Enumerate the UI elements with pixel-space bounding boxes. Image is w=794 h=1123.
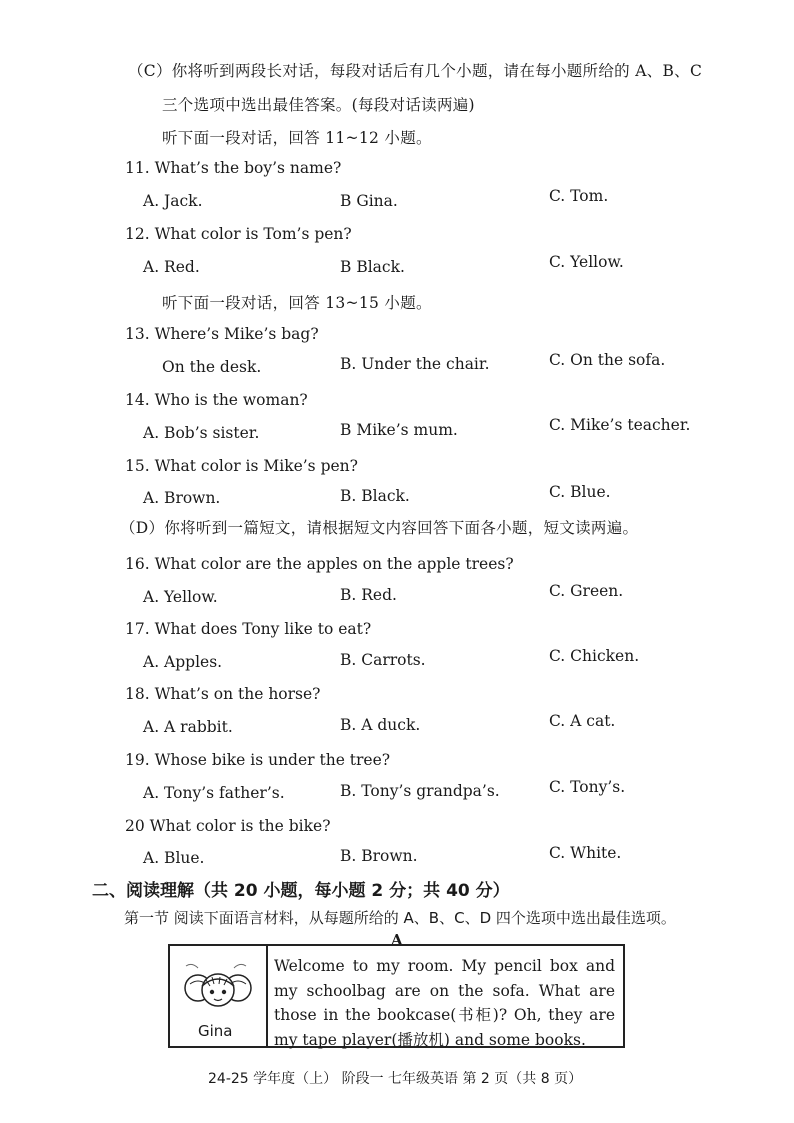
question-20-option-c: C. White.	[549, 844, 622, 862]
question-15-stem: 15. What color is Mike’s pen?	[125, 457, 358, 475]
question-18-stem: 18. What’s on the horse?	[125, 685, 321, 703]
passage-text: Welcome to my room. My pencil box and my schoolbag are on the sofa. What are those in the bookcase(书柜)? Oh, they are my tape player(播放机) and some books.	[274, 957, 615, 1049]
page-footer: 24-25 学年度（上） 阶段一 七年级英语 第 2 页（共 8 页）	[208, 1071, 583, 1087]
question-20-option-a: A. Blue.	[143, 849, 205, 867]
question-19-option-a: A. Tony’s father’s.	[143, 784, 285, 802]
question-13-option-b: B. Under the chair.	[340, 355, 490, 373]
section2-part1-instruction: 第一节 阅读下面语言材料，从每题所给的 A、B、C、D 四个选项中选出最佳选项。	[124, 909, 676, 927]
question-17-option-b: B. Carrots.	[340, 651, 426, 669]
question-15-option-b: B. Black.	[340, 487, 410, 505]
question-20-stem: 20 What color is the bike?	[125, 817, 331, 835]
gina-picture-cell	[170, 946, 268, 1046]
question-20-option-b: B. Brown.	[340, 847, 418, 865]
question-12-option-b: B Black.	[340, 258, 405, 276]
question-13-option-c: C. On the sofa.	[549, 351, 666, 369]
passage-label: A	[391, 931, 403, 949]
question-11-option-b: B Gina.	[340, 192, 398, 210]
question-13-stem: 13. Where’s Mike’s bag?	[125, 325, 319, 343]
question-18-option-b: B. A duck.	[340, 716, 421, 734]
dialog1-intro: 听下面一段对话，回答 11~12 小题。	[162, 129, 432, 147]
partC-instruction-line2: 三个选项中选出最佳答案。(每段对话读两遍)	[162, 96, 475, 114]
partD-instruction: （D）你将听到一篇短文，请根据短文内容回答下面各小题，短文读两遍。	[120, 519, 639, 537]
question-11-option-a: A. Jack.	[143, 192, 203, 210]
question-16-option-b: B. Red.	[340, 586, 397, 604]
question-15-option-c: C. Blue.	[549, 483, 611, 501]
question-19-option-b: B. Tony’s grandpa’s.	[340, 782, 500, 800]
question-16-stem: 16. What color are the apples on the apple trees?	[125, 555, 514, 573]
question-17-option-a: A. Apples.	[143, 653, 223, 671]
question-14-stem: 14. Who is the woman?	[125, 391, 308, 409]
question-17-option-c: C. Chicken.	[549, 647, 640, 665]
question-12-option-a: A. Red.	[143, 258, 200, 276]
partC-instruction-line1: （C）你将听到两段长对话，每段对话后有几个小题，请在每小题所给的 A、B、C	[128, 62, 703, 80]
question-19-option-c: C. Tony’s.	[549, 778, 626, 796]
question-18-option-a: A. A rabbit.	[143, 718, 233, 736]
question-16-option-c: C. Green.	[549, 582, 624, 600]
section2-title: 二、阅读理解（共 20 小题，每小题 2 分；共 40 分）	[92, 881, 510, 901]
question-19-stem: 19. Whose bike is under the tree?	[125, 751, 391, 769]
gina-illustration	[172, 950, 264, 1020]
question-17-stem: 17. What does Tony like to eat?	[125, 620, 372, 638]
dialog2-intro: 听下面一段对话，回答 13~15 小题。	[162, 294, 432, 312]
question-12-option-c: C. Yellow.	[549, 253, 624, 271]
question-12-stem: 12. What color is Tom’s pen?	[125, 225, 352, 243]
question-14-option-c: C. Mike’s teacher.	[549, 416, 691, 434]
question-14-option-a: A. Bob’s sister.	[143, 424, 260, 442]
question-16-option-a: A. Yellow.	[143, 588, 218, 606]
question-13-option-a: On the desk.	[162, 358, 262, 376]
passage-a-box	[168, 944, 625, 1048]
question-11-stem: 11. What’s the boy’s name?	[125, 159, 342, 177]
picture-caption: Gina	[198, 1022, 233, 1040]
question-15-option-a: A. Brown.	[143, 489, 221, 507]
question-18-option-c: C. A cat.	[549, 712, 616, 730]
question-11-option-c: C. Tom.	[549, 187, 609, 205]
question-14-option-b: B Mike’s mum.	[340, 421, 458, 439]
